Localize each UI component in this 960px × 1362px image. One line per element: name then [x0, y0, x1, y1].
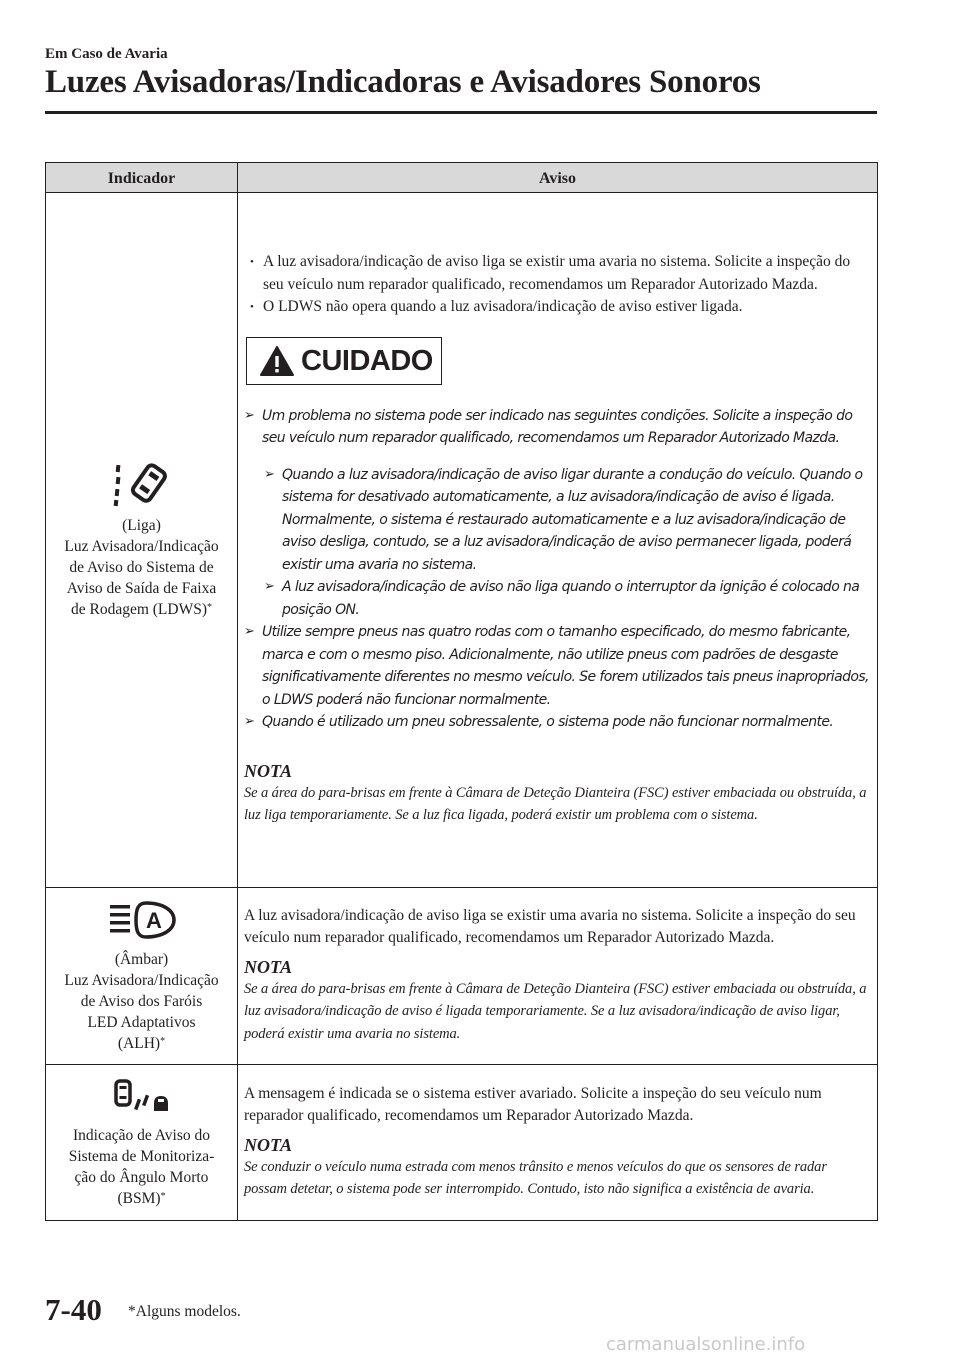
note-text: Se conduzir o veículo numa estrada com menos trânsito e menos veículos do que os sensores de radar possam detetar, o sistema pode ser interrompido. Contudo, isto não significa a existência de avaria. — [244, 1158, 827, 1197]
warning-cell — [238, 1065, 878, 1221]
asterisk-marker: * — [160, 1190, 166, 1202]
note-heading: NOTA — [244, 760, 293, 781]
watermark: carmanualsonline.info — [606, 1334, 806, 1355]
indicator-name-line: (BSM) — [117, 1189, 161, 1207]
warning-lights-table — [45, 162, 878, 1221]
indicator-cell — [46, 193, 238, 888]
note-text: Se a área do para-brisas em frente à Câmara de Deteção Dianteira (FSC) estiver embaciada ou obstruída, a luz liga temporariamente. Se a luz fica ligada, poderá existir um problema com o sistema. — [244, 784, 867, 824]
caution-sub-item: ➢ Quando a luz avisadora/indicação de aviso ligar durante a condução do veículo. Quando o sistema for desativado automaticamente, a luz avisadora/indicação de aviso é ligada. Normalmente, o sistema é restaurado automaticamente e a luz avisadora/indicação de aviso desliga, contudo, se a luz avisadora/indicação de aviso permanecer ligada, poderá existir uma avaria no sistema. — [264, 464, 871, 577]
indicator-name-line: Luz Avisadora/Indicação — [64, 971, 219, 989]
column-header-indicator: Indicador — [46, 163, 238, 193]
caution-sub-item: ➢ A luz avisadora/indicação de aviso não liga quando o interruptor da ignição é colocado na posição ON. — [264, 576, 871, 621]
caution-label: CUIDADO — [301, 344, 433, 377]
svg-text:A: A — [145, 907, 162, 933]
lane-departure-warning-icon — [110, 461, 174, 507]
note-heading: NOTA — [244, 956, 293, 977]
bullet-list — [244, 251, 871, 319]
indicator-name-line: Sistema de Monitoriza- — [68, 1147, 215, 1165]
adaptive-led-headlights-icon — [108, 899, 176, 941]
indicator-cell — [46, 888, 238, 1065]
section-label: Em Caso de Avaria — [45, 46, 168, 62]
warning-cell — [238, 193, 878, 888]
caution-item: ➢ Utilize sempre pneus nas quatro rodas com o tamanho especificado, do mesmo fabricante, marca e com o mesmo piso. Adicionalmente, não utilize pneus com padrões de desgaste significativamente diferentes no mesmo veículo. Se forem utilizados tais pneus inapropriados, o LDWS poderá não funcionar normalmente. — [244, 621, 871, 711]
asterisk-marker: * — [207, 601, 213, 613]
table-header-row — [46, 163, 878, 193]
caution-box — [246, 337, 442, 385]
indicator-name-line: de Aviso do Sistema de — [69, 558, 214, 576]
indicator-name-line: Aviso de Saída de Faixa — [66, 579, 217, 597]
column-header-warning: Aviso — [238, 163, 878, 193]
indicator-name-line: (ALH) — [117, 1034, 161, 1052]
table-row — [46, 193, 878, 888]
warning-triangle-icon — [259, 345, 295, 377]
table-row — [46, 1065, 878, 1221]
blind-spot-monitoring-icon — [110, 1077, 174, 1117]
indicator-state: (Liga) — [122, 516, 161, 534]
warning-text: A luz avisadora/indicação de aviso liga se existir uma avaria no sistema. Solicite a inspeção do seu veículo num reparador qualificado, recomendamos um Reparador Autorizado Mazda. — [244, 906, 856, 947]
asterisk-marker: * — [160, 1035, 166, 1047]
indicator-state: (Âmbar) — [114, 950, 169, 968]
table-row — [46, 888, 878, 1065]
page-title: Luzes Avisadoras/Indicadoras e Avisadores Sonoros — [45, 64, 761, 100]
indicator-name-line: LED Adaptativos — [87, 1013, 196, 1031]
page-number: 7-40 — [45, 1292, 102, 1327]
note-heading: NOTA — [244, 1134, 293, 1155]
note-text: Se a área do para-brisas em frente à Câmara de Deteção Dianteira (FSC) estiver embaciada ou obstruída, a luz avisadora/indicação de aviso é ligada temporariamente. Se a luz avisadora/indicação de aviso ligar, poderá existir uma avaria no sistema. — [244, 980, 867, 1042]
indicator-name-line: ção do Ângulo Morto — [74, 1168, 209, 1186]
indicator-name-line: Luz Avisadora/Indicação — [64, 537, 219, 555]
indicator-name-line: de Rodagem (LDWS) — [70, 600, 208, 618]
warning-text: A mensagem é indicada se o sistema estiver avariado. Solicite a inspeção do seu veículo num reparador qualificado, recomendamos um Reparador Autorizado Mazda. — [244, 1084, 822, 1124]
indicator-name-line: de Aviso dos Faróis — [80, 992, 203, 1010]
caution-body — [244, 405, 871, 734]
bullet-item: • A luz avisadora/indicação de aviso liga se existir uma avaria no sistema. Solicite a inspeção do seu veículo num reparador qualificado, recomendamos um Reparador Autorizado Mazda. — [244, 251, 871, 296]
bullet-item: • O LDWS não opera quando a luz avisadora/indicação de aviso estiver ligada. — [244, 296, 871, 319]
indicator-cell — [46, 1065, 238, 1221]
title-divider — [45, 111, 877, 114]
caution-item: ➢ Quando é utilizado um pneu sobressalente, o sistema pode não funcionar normalmente. — [244, 711, 871, 734]
caution-item: ➢ Um problema no sistema pode ser indicado nas seguintes condições. Solicite a inspeção do seu veículo num reparador qualificado, recomendamos um Reparador Autorizado Mazda. — [244, 405, 871, 450]
footnote: *Alguns modelos. — [128, 1303, 241, 1320]
indicator-name-line: Indicação de Aviso do — [72, 1126, 211, 1144]
warning-cell — [238, 888, 878, 1065]
